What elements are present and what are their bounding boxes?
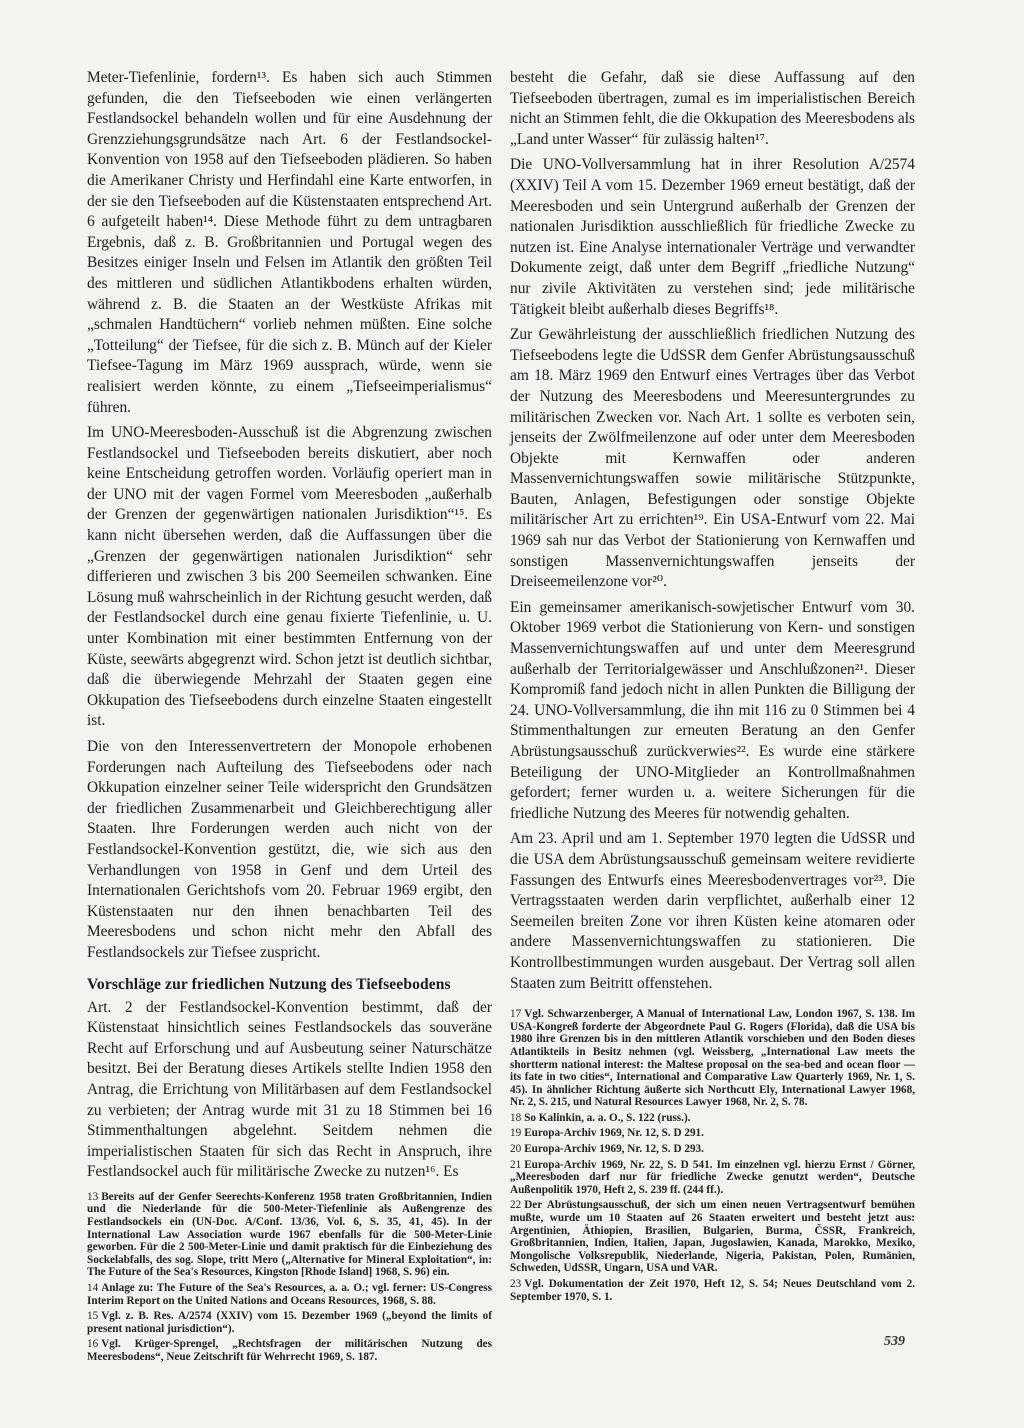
footnote-text: Bereits auf der Genfer Seerechts-Konferenz 1958 traten Großbritannien, Indien und die Niederlande für die 500-Meter-Tiefenlinie als Außengrenze des Festlandsockels ein (UN-Doc. A/Conf. 13/36, Vol. 6, S. 35, 41, 45). In der International Law Association wurde 1967 ebenfalls für die 500-Meter-Linie geworben. Für die 2 500-Meter-Linie und damit praktisch für die Einbeziehung des Sockelabfalls, des sog. Slope, tritt Mero („Alternative for Mineral Exploitation“, in: The Future of the Sea's Resources, Kingston [Rhode Island] 1968, S. 96) ein. <box>87 1190 492 1279</box>
footnote-number: 13 <box>87 1190 99 1203</box>
footnote <box>510 1127 915 1140</box>
section-heading: Vorschläge zur friedlichen Nutzung des Tiefseebodens <box>87 975 451 993</box>
footnote-text: Vgl. z. B. Res. A/2574 (XXIV) vom 15. Dezember 1969 („beyond the limits of present national jurisdiction“). <box>87 1310 492 1335</box>
footnote-number: 20 <box>510 1143 522 1156</box>
footnotes-left <box>87 1191 492 1364</box>
body-paragraph: Ein gemeinsamer amerikanisch-sowjetischer Entwurf vom 30. Oktober 1969 verbot die Stationierung von Kern- und sonstigen Massenvernichtungswaffen auf und unter dem Meeresgrund außerhalb der Territorialgewässer und Anschlußzonen²¹. Dieser Kompromiß fand jedoch nicht in allen Punkten die Billigung der 24. UNO-Vollversammlung, die ihn mit 116 zu 0 Stimmen bei 4 Stimmenthaltungen zur erneuten Beratung an den Genfer Abrüstungsausschuß zurückverwies²². Es wurde eine stärkere Beteiligung der UNO-Mitglieder an Kontrollmaßnahmen gefordert; ferner wurden u. a. weitere Sicherungen für die friedliche Nutzung des Meeres für notwendig gehalten. <box>510 598 915 822</box>
footnote-text: Der Abrüstungsausschuß, der sich um einen neuen Vertragsentwurf bemühen mußte, wurde um 10 Staaten auf 26 Staaten erweitert und besteht jetzt aus: Argentinien, Äthiopien, Brasilien, Bulgarien, Burma, ČSSR, Frankreich, Großbritannien, Indien, Italien, Japan, Jugoslawien, Kanada, Marokko, Mexiko, Mongolische Volksrepublik, Niederlande, Nigeria, Pakistan, Polen, Rumänien, Schweden, UdSSR, Ungarn, USA und VAR. <box>510 1199 915 1275</box>
footnote-text: Anlage zu: The Future of the Sea's Resources, a. a. O.; vgl. ferner: US-Congress Interim Report on the United Nations and Oceans Resources, 1968, S. 88. <box>87 1282 492 1307</box>
body-paragraph: besteht die Gefahr, daß sie diese Auffassung auf den Tiefseeboden übertragen, zumal es im imperialistischen Bereich nicht an Stimmen fehlt, die die Okkupation des Meeresbodens als „Land unter Wasser“ für zulässig halten¹⁷. <box>510 69 915 148</box>
footnote <box>87 1191 492 1279</box>
footnote-text: Vgl. Dokumentation der Zeit 1970, Heft 12, S. 54; Neues Deutschland vom 2. September 1970, S. 1. <box>510 1278 915 1303</box>
footnote-number: 23 <box>510 1278 522 1290</box>
footnote-text: So Kalinkin, a. a. O., S. 122 (russ.). <box>524 1111 691 1124</box>
body-paragraph: Art. 2 der Festlandsockel-Konvention bestimmt, daß der Küstenstaat hinsichtlich seines Festlandsockels das souveräne Recht auf Erforschung und auf Ausbeutung seiner Naturschätze besitzt. Bei der Beratung dieses Artikels stellte Indien 1958 den Antrag, die Errichtung von Militärbasen auf dem Festlandsockel zu verbieten; der Antrag wurde mit 31 zu 18 Stimmen bei 16 Stimmenthaltungen abgelehnt. Seitdem nehmen die imperialistischen Staaten für sich das Recht in Anspruch, ihre Festlandsockel auch für militärische Zwecke zu nutzen¹⁶. Es <box>87 998 492 1181</box>
body-paragraph: Am 23. April und am 1. September 1970 legten die UdSSR und die USA dem Abrüstungsausschuß gemeinsam weitere revidierte Fassungen des Entwurfs eines Meeresbodenvertrages vor²³. Die Vertragsstaaten werden darin verpflichtet, außerhalb einer 12 Seemeilen breiten Zone vor ihren Küsten keine atomaren oder andere Massenvernichtungswaffen zu stationieren. Die Kontrollbestimmungen wurden ausgebaut. Der Vertrag soll allen Staaten zum Beitritt offenstehen. <box>510 830 915 992</box>
body-paragraph: Die von den Interessenvertretern der Monopole erhobenen Forderungen nach Aufteilung des Tiefseebodens oder nach Okkupation einzelner seiner Teile widerspricht den Grundsätzen der friedlichen Zusammenarbeit und Gleichberechtigung aller Staaten. Ihre Forderungen werden auch nicht von der Festlandsockel-Konvention gestützt, die, wie sich aus den Verhandlungen von 1958 in Genf und dem Urteil des Internationalen Gerichtshofs vom 20. Februar 1969 ergibt, den Küstenstaaten nur den ihnen benachbarten Teil des Meeresbodens und schon nicht mehr den Abfall des Festlandsockels zur Tiefsee zuspricht. <box>87 738 492 961</box>
body-paragraph: Zur Gewährleistung der ausschließlich friedlichen Nutzung des Tiefseebodens legte die UdSSR dem Genfer Abrüstungsausschuß am 18. März 1969 den Entwurf eines Vertrages über das Verbot der Nutzung des Meeresbodens und Meeresuntergrundes zu militärischen Zwecken vor. Nach Art. 1 sollte es verboten sein, jenseits der Zwölfmeilenzone auf oder unter dem Meeresboden Objekte mit Kernwaffen oder anderen Massenvernichtungswaffen sowie militärische Stützpunkte, Bauten, Anlagen, Befestigungen oder sonstige Objekte militärischer Art zu errichten¹⁹. Ein USA-Entwurf vom 22. Mai 1969 sah nur das Verbot der Stationierung von Kernwaffen und sonstigen Massenvernichtungswaffen jenseits der Dreiseemeilenzone vor²⁰. <box>510 326 915 591</box>
page-number: 539 <box>884 1334 905 1349</box>
footnote-number: 18 <box>510 1111 522 1124</box>
footnote <box>510 1199 915 1275</box>
body-paragraph: Im UNO-Meeresboden-Ausschuß ist die Abgrenzung zwischen Festlandsockel und Tiefseeboden bereits diskutiert, aber noch keine Entscheidung getroffen worden. Vorläufig operiert man in der UNO mit der vagen Formel vom Meeresboden „außerhalb der Grenzen der gegenwärtigen nationalen Jurisdiktion“¹⁵. Es kann nicht übersehen werden, daß die Auffassungen über die „Grenzen der gegenwärtigen nationalen Jurisdiktion“ sehr differieren und zwischen 3 bis 200 Seemeilen schwanken. Eine Lösung muß wahrscheinlich in der Richtung gesucht werden, daß der Festlandsockel durch eine genau fixierte Tiefenlinie, u. U. unter Kombination mit einer bestimmten Entfernung von der Küste, seewärts abgegrenzt wird. Schon jetzt ist deutlich sichtbar, daß die überwiegende Mehrzahl der Staaten gegen eine Okkupation des Tiefseebodens durch einzelne Staaten eingestellt ist. <box>87 424 492 730</box>
footnote-number: 19 <box>510 1127 522 1140</box>
footnote-number: 16 <box>87 1338 99 1351</box>
footnote-number: 22 <box>510 1199 522 1212</box>
footnote <box>510 1112 915 1125</box>
body-paragraph: Meter-Tiefenlinie, fordern¹³. Es haben sich auch Stimmen gefunden, die den Tiefseeboden wie einen verlängerten Festlandsockel behandeln wollen und für eine Ausdehnung der Grenzziehungsgrundsätze nach Art. 6 der Festlandsockel-Konvention von 1958 auf den Tiefseeboden plädieren. So haben die Amerikaner Christy und Herfindahl eine Karte entworfen, in der sie den Tiefseeboden auf die Küstenstaaten entsprechend Art. 6 aufgeteilt haben¹⁴. Diese Methode führt zu dem untragbaren Ergebnis, daß z. B. Großbritannien und Portugal wegen des Besitzes einiger Inseln und Felsen im Atlantik den größten Teil des mittleren und südlichen Atlantikbodens erhalten würden, während z. B. die Staaten an der Westküste Afrikas mit „schmalen Handtüchern“ vorlieb nehmen müßten. Eine solche „Totteilung“ der Tiefsee, für die sich z. B. Münch auf der Kieler Tiefsee-Tagung im März 1969 aussprach, würde, wenn sie realisiert werden könnte, zu einem „Tiefseeimperialismus“ führen. <box>87 69 492 416</box>
footnote-number: 17 <box>510 1008 522 1021</box>
footnote-text: Europa-Archiv 1969, Nr. 22, S. D 541. Im einzelnen vgl. hierzu Ernst / Görner, „Meeresboden darf nur für friedliche Zwecke genutzt werden“, Deutsche Außenpolitik 1970, Heft 2, S. 239 ff. (244 ff.). <box>510 1158 915 1196</box>
footnote <box>510 1143 915 1156</box>
footnote <box>87 1282 492 1307</box>
footnote-text: Vgl. Schwarzenberger, A Manual of International Law, London 1967, S. 138. Im USA-Kongreß forderte der Abgeordnete Paul G. Rogers (Florida), daß die USA bis 1980 ihre Grenzen bis in den mittleren Atlantik vorschieben und den Boden dieses Atlantikteils in Besitz nehmen (vgl. Weissberg, „International Law meets the shortterm national interest: the Maltese proposal on the sea-bed and ocean floor — its fate in two cities“, International and Comparative Law Quarterly 1969, Nr. 1, S. 45). In ähnlicher Richtung äußerte sich Northcutt Ely, International Lawyer 1968, Nr. 2, S. 215, und Natural Resources Lawyer 1968, Nr. 2, S. 78. <box>510 1008 915 1109</box>
footnotes-right <box>510 1008 915 1303</box>
right-column <box>510 68 915 1306</box>
footnote-text: Europa-Archiv 1969, Nr. 12, S. D 293. <box>524 1143 704 1156</box>
left-column <box>87 68 492 1367</box>
footnote-text: Europa-Archiv 1969, Nr. 12, S. D 291. <box>524 1127 704 1140</box>
footnote-number: 14 <box>87 1282 99 1295</box>
footnote <box>510 1278 915 1303</box>
footnote <box>510 1159 915 1197</box>
footnote <box>87 1338 492 1363</box>
footnote-number: 21 <box>510 1158 522 1171</box>
footnote <box>87 1310 492 1335</box>
footnote-number: 15 <box>87 1310 99 1323</box>
footnote <box>510 1008 915 1109</box>
body-paragraph: Die UNO-Vollversammlung hat in ihrer Resolution A/2574 (XXIV) Teil A vom 15. Dezember 1969 erneut bestätigt, daß der Meeresboden und sein Untergrund außerhalb der Grenzen der nationalen Jurisdiktion ausschließlich für friedliche Zwecke zu nutzen ist. Eine Analyse internationaler Verträge und verwandter Dokumente zeigt, daß unter dem Begriff „friedliche Nutzung“ nur zivile Aktivitäten zu verstehen sind; jede militärische Tätigkeit bleibt außerhalb dieses Begriffs¹⁸. <box>510 156 915 318</box>
footnote-text: Vgl. Krüger-Sprengel, „Rechtsfragen der militärischen Nutzung des Meeresbodens“, Neue Zeitschrift für Wehrrecht 1969, S. 187. <box>87 1338 492 1363</box>
